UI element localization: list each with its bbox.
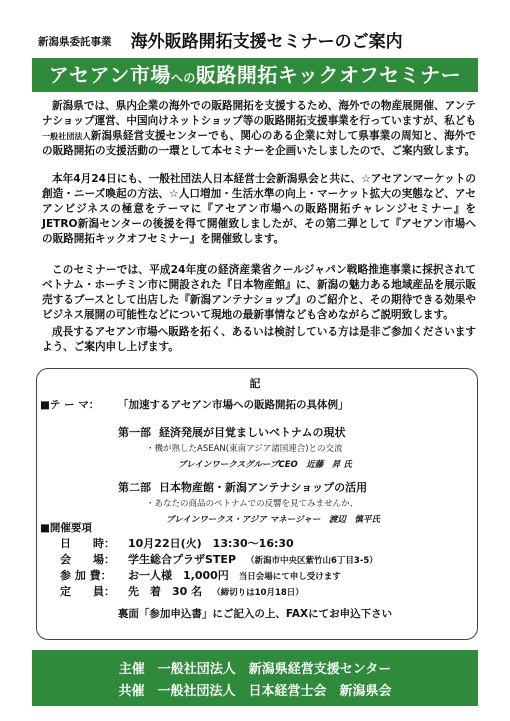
sponsor-label: 新潟県委託事業 xyxy=(38,36,112,48)
theme-label: ■テ ー マ： xyxy=(40,399,100,411)
intro-paragraph-2: 本年4月24日にも、一般社団法人日本経営士会新潟県会と共に、☆アセアンマーケットの創造・ニーズ喚起の方法、☆人口増加・生活水準の向上・マーケット拡大の実態など、アセアンビジネスの極意をテーマに『アセアン市場への販路開拓チャレンジセミナー』をJETRO新潟センターの後援を得て開催致しましたが、その第二弾として『アセアン市場への販路開拓キックオフセミナー』を開催致します。 xyxy=(42,173,476,245)
part1-title xyxy=(118,424,345,440)
intro-paragraph-4: 成長するアセアン市場へ販路を拓く、あるいは検討している方は是非ご参加くださいますよう、ご案内申し上げます。 xyxy=(42,326,476,353)
banner-title-a: アセアン市場 xyxy=(48,63,171,87)
seminar-title-banner xyxy=(32,58,478,92)
part2-number: 第二部 xyxy=(118,481,151,494)
detail-label: 会 場： xyxy=(60,553,115,566)
intro-p1-small: 一般社団法人 xyxy=(42,132,91,141)
detail-value: 先 着 30 名 xyxy=(128,585,203,598)
notice-heading: 記 xyxy=(249,377,261,390)
part2-subtitle: ・あなたの商品のベトナムでの反響を見てみませんか、 xyxy=(146,499,359,509)
detail-note: （締切りは10月18日） xyxy=(212,588,304,598)
co-host-organizer: 共催 一般社団法人 日本経営士会 新潟県会 xyxy=(118,684,392,699)
detail-label: 参 加 費： xyxy=(60,569,112,582)
organizer-footer xyxy=(32,650,478,706)
intro-paragraph-3: このセミナーでは、平成24年度の経済産業省クールジャパン戦略推進事業に採択されてベトナム・ホーチミン市に開設された『日本物産館』に、新潟の魅力ある地域産品を展示販売するブースとして出店した『新潟アンテナショップ』のご紹介と、その期待できる効果やビジネス展開の可能性などについて現地の最新事情なども含めながらご説明致します。 xyxy=(42,264,476,321)
intro-paragraph-1 xyxy=(42,99,476,159)
part1-subtitle: ・機が熟したASEAN(東南アジア諸国連合)との交流 xyxy=(146,444,343,454)
intro-p1-part-b: 新潟県経営支援センターでも、関心のある企業に対して県事業の周知と、海外での販路開拓の支援活動の一環として本セミナーを企画いたしましたので、ご案内致します。 xyxy=(42,130,477,157)
part2-heading: 日本物産館・新潟アンテナショップの活用 xyxy=(159,481,368,494)
detail-row-venue xyxy=(60,551,378,567)
detail-row-capacity xyxy=(60,583,304,599)
part1-heading: 経済発展が目覚ましいベトナムの現状 xyxy=(159,426,346,439)
theme-value: 「加速するアセアン市場への販路開拓の具体例」 xyxy=(118,399,349,411)
detail-note: （新潟市中央区紫竹山6丁目3-5） xyxy=(246,556,378,566)
host-organizer: 主催 一般社団法人 新潟県経営支援センター xyxy=(118,662,392,677)
detail-row-datetime xyxy=(60,535,304,551)
header xyxy=(38,27,478,52)
detail-label: 定 員： xyxy=(60,585,115,598)
banner-title-particle: への xyxy=(170,71,196,85)
detail-value: 10月22日(火) 13:30～16:30 xyxy=(128,537,294,550)
part1-speaker: ブレインワークスグループCEO 近藤 昇 氏 xyxy=(178,460,352,470)
detail-row-fee xyxy=(60,567,341,583)
detail-label: 日 時： xyxy=(60,537,115,550)
application-note: 裏面「参加申込書」にご記入の上、FAXにてお申込下さい xyxy=(117,608,393,620)
part1-number: 第一部 xyxy=(118,426,151,439)
part2-speaker: ブレインワークス・アジア マネージャー 渡辺 慎平氏 xyxy=(166,515,380,525)
part2-title xyxy=(118,479,367,495)
document-title: 海外販路開拓支援セミナーのご案内 xyxy=(130,32,403,52)
detail-note: 当日会場にて申し受けます xyxy=(238,572,341,582)
theme-row xyxy=(40,397,480,412)
banner-title-b: 販路開拓キックオフセミナー xyxy=(195,63,462,87)
event-details-heading: ■開催要項 xyxy=(40,522,92,534)
detail-value: 学生総合プラザSTEP xyxy=(128,553,237,566)
detail-value: お一人様 1,000円 xyxy=(128,569,229,582)
intro-p1-part-a: 新潟県では、県内企業の海外での販路開拓を支援するため、海外での物産展開催、アンテナショップ運営、中国向けネットショップ等の販路開拓支援事業を行っていますが、私ども xyxy=(42,100,476,127)
